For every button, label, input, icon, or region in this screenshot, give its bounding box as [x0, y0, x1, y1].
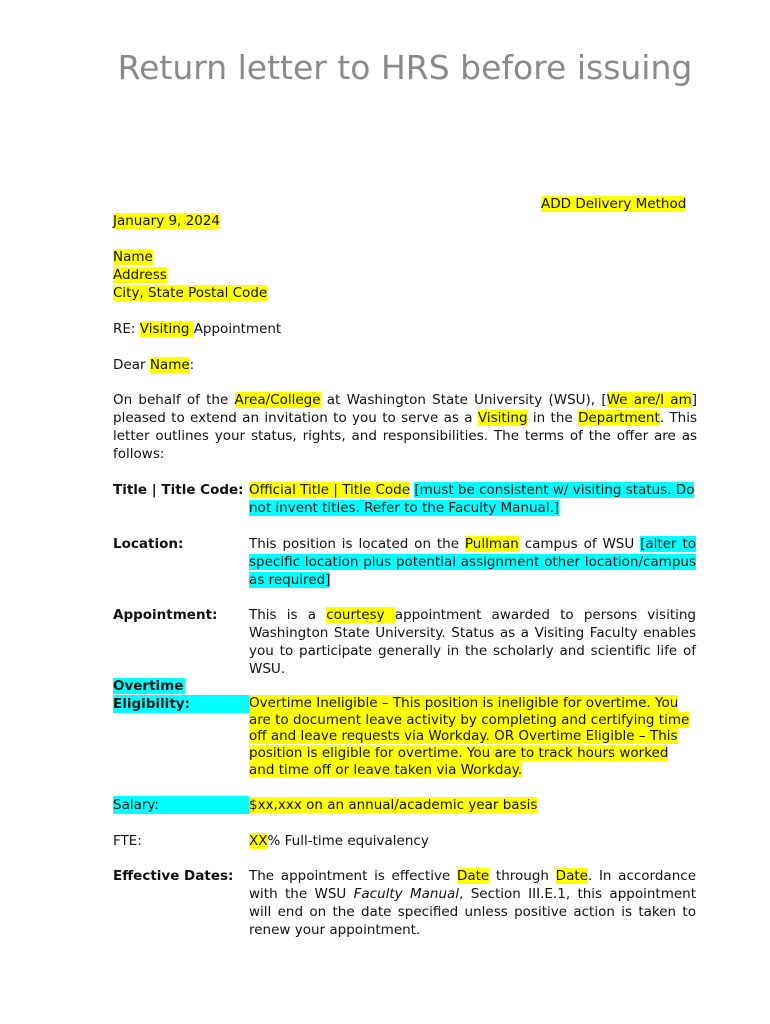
intro-paragraph: [113, 391, 697, 463]
effective-text-4: , Section III.E.1, this appointment will end on the date specified unless positive action is taken to renew your appointment.: [249, 886, 696, 938]
department-placeholder: Department: [578, 410, 660, 426]
letter-date: [113, 212, 220, 230]
we-placeholder: We are/I am: [606, 392, 692, 408]
intro-text-5: . This letter outlines your status, rights, and responsibilities. The terms of the offer are as follows:: [113, 410, 697, 462]
overtime-text: Overtime Ineligible – This position is ineligible for overtime. You are to document leave activity by completing and certifying time off and leave requests via Workday. OR Overtime Eligible – This position is eligible for overtime. You are to track hours worked and time off or leave taken via Workday.: [249, 695, 690, 778]
effective-text-3: . In accordance with the WSU: [249, 868, 696, 902]
re-type: Visiting: [139, 321, 194, 337]
title-code-value: [249, 481, 696, 517]
salary-value: [249, 796, 696, 814]
delivery-method-placeholder: ADD Delivery Method: [541, 196, 687, 212]
effective-dates-value: [249, 867, 696, 939]
recipient-name: Name: [113, 249, 153, 265]
effective-dates-label: Effective Dates:: [113, 868, 234, 884]
intro-text-3: ] pleased to extend an invitation to you to serve as a: [113, 392, 698, 426]
location-value: [249, 535, 696, 589]
visiting-placeholder: Visiting: [477, 410, 528, 426]
fte-placeholder: XX: [249, 833, 268, 849]
salutation: [113, 356, 194, 374]
start-date-placeholder: Date: [456, 868, 490, 884]
title-code-note: [must be consistent w/ visiting status. Do not invent titles. Refer to the Faculty Manual.]: [249, 482, 695, 516]
delivery-method: [541, 195, 686, 213]
eligibility-label: Eligibility:: [113, 695, 249, 713]
effective-text-2: through: [489, 868, 556, 884]
appointment-label: Appointment:: [113, 607, 218, 623]
title-code-label: Title | Title Code:: [113, 482, 244, 498]
fte-label: FTE:: [113, 833, 142, 849]
fte-text: % Full-time equivalency: [267, 833, 429, 849]
appointment-kind-placeholder: courtesy: [326, 607, 395, 623]
document-title: Return letter to HRS before issuing: [117, 48, 693, 87]
recipient-address-block: [113, 248, 267, 302]
salutation-name: Name: [149, 357, 190, 373]
salutation-prefix: Dear: [113, 357, 150, 373]
recipient-address: Address: [113, 267, 167, 283]
end-date-placeholder: Date: [555, 868, 588, 884]
re-prefix: RE:: [113, 321, 140, 337]
appointment-text-2: appointment awarded to persons visiting Washington State University. Status as a Visiting Faculty enables you to participate generally in the scholarly and scientific life of WSU.: [249, 607, 696, 677]
overtime-value: [249, 695, 697, 779]
location-text-2: campus of WSU: [518, 536, 641, 552]
appointment-value: [249, 606, 696, 678]
campus-placeholder: Pullman: [464, 536, 519, 552]
intro-text-2: at Washington State University (WSU), [: [320, 392, 607, 408]
re-line: [113, 320, 281, 338]
date-placeholder: January 9, 2024: [113, 213, 220, 229]
location-note: [alter to specific location plus potential assignment other location/campus as required]: [249, 536, 696, 588]
overtime-label: [113, 677, 185, 695]
location-text-1: This position is located on the: [249, 536, 465, 552]
effective-text-1: The appointment is effective: [249, 868, 457, 884]
area-placeholder: Area/College: [234, 392, 321, 408]
salary-label: Salary:: [113, 796, 249, 814]
recipient-city-line: City, State Postal Code: [113, 285, 268, 301]
faculty-manual-title: Faculty Manual: [353, 886, 460, 902]
overtime-label-line1: Overtime: [113, 678, 184, 694]
appointment-text-1: This is a: [249, 607, 327, 623]
salary-placeholder: $xx,xxx on an annual/academic year basis: [249, 797, 538, 813]
intro-text-1: On behalf of the: [113, 392, 235, 408]
re-suffix: Appointment: [193, 321, 282, 337]
intro-text-4: in the: [527, 410, 579, 426]
salutation-suffix: :: [189, 357, 195, 373]
title-code-placeholder: Official Title | Title Code: [249, 482, 411, 498]
fte-value: [249, 832, 696, 850]
location-label: Location:: [113, 536, 184, 552]
